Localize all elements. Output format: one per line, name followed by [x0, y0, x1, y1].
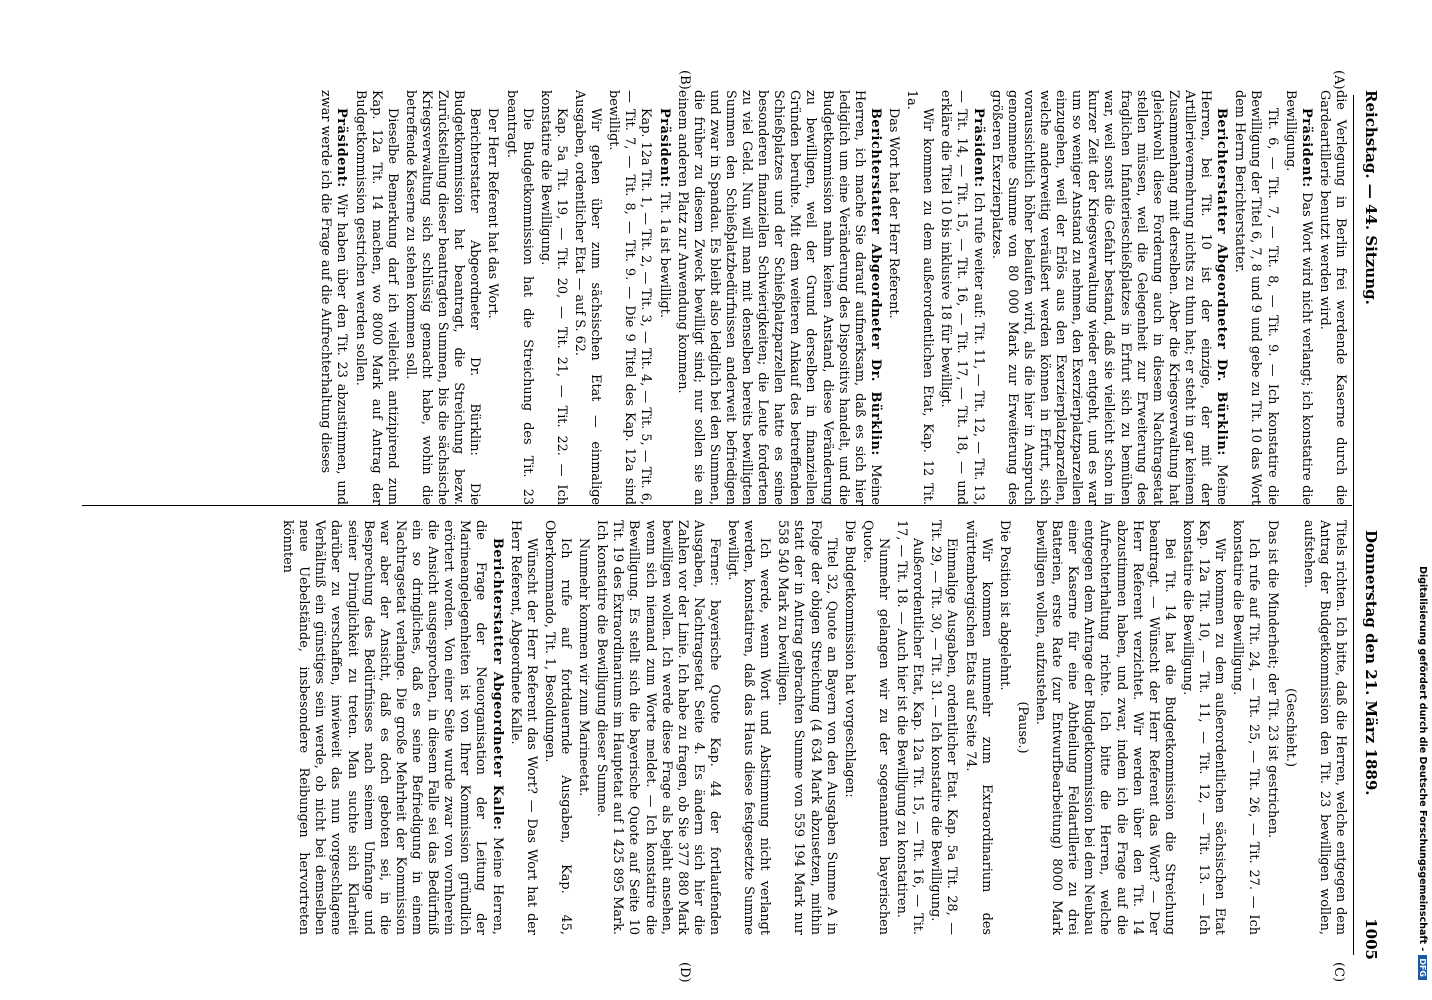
paragraph — [988, 90, 1230, 505]
paragraph — [674, 90, 883, 505]
paragraph-text: Das Wort wird nicht verlangt; ich konstatire die Bewilligung. — [1282, 90, 1314, 505]
speaker-name: Berichterstatter Abgeordneter Dr. Bürklin: — [867, 108, 883, 456]
paragraph — [841, 520, 857, 935]
paragraph-text: Dieselbe Bemerkung darf ich vielleicht antizipirend zum Kap. 12a Tit. 14 machen, wo 8000 Mark auf Antrag der Budgetkommission gestrichen werden sollen. — [352, 90, 400, 505]
paragraph — [605, 90, 653, 505]
paragraph — [1014, 520, 1030, 935]
speaker-name: Berichterstatter Abgeordneter Dr. Bürklin: — [1214, 108, 1230, 456]
paragraph — [961, 520, 993, 935]
paragraph-text: Das ist die Minderheit; der Tit. 23 ist gestrichen. — [1264, 520, 1280, 839]
paragraph — [502, 90, 534, 505]
paragraph-text: Wir haben über den Tit. 23 abzustimmen, und zwar werde ich die Frage auf die Aufrechterhaltung dieses — [318, 90, 350, 505]
header-rule — [1353, 95, 1354, 955]
paragraph-text: Die Budgetkommission hat die Streichung des Tit. 23 beantragt. — [503, 90, 535, 505]
paragraph — [351, 90, 399, 505]
digitization-note-text: Digitalisierung gefördert durch die Deutsche Forschungsgemeinschaft - — [1417, 566, 1428, 952]
paragraph-text: (Pause.) — [1014, 701, 1030, 754]
speaker-name: Berichterstatter Abgeordneter Kalle: — [489, 538, 505, 831]
paragraph-text: Die Budgetkommission hat vorgeschlagen: — [841, 520, 857, 798]
digitization-note — [1416, 20, 1428, 980]
paragraph-text: Der Herr Referent hat das Wort. — [485, 108, 501, 319]
paragraph-text: Wir gehen über zum sächsischen Etat — einmalige Ausgaben, ordentlicher Etat — auf S. 62. — [571, 90, 604, 505]
speaker-name: Präsident: — [656, 108, 672, 188]
paragraph — [1282, 520, 1298, 935]
speaker-name: Präsident: — [970, 108, 986, 188]
paragraph-text: Ich rufe auf Tit. 24, — Tit. 25, — Tit. 26, — Tit. 27. — Ich konstatire die Bewilligung. — [1230, 520, 1262, 935]
paragraph — [893, 520, 925, 935]
paragraph-text: Wir kommen zu dem außerordentlichen Etat, Kap. 12 Tit. 1a. — [904, 90, 936, 505]
page-header — [1358, 90, 1380, 960]
paragraph-text: Berichterstatter Abgeordneter Dr. Bürklin: Die Budgetkommission hat beantragt, die Streichung bezw. Zurückstellung dieser beantragten Summen, bis die sächsische Kriegsverwaltung sich schlüssig gemacht habe, wohin die betreffende Kaserne zu stehen kommen soll. — [402, 90, 483, 505]
paragraph — [1032, 520, 1177, 935]
paragraph-text: Meine Herren, die Frage der Neuorganisation der Leitung der Marineangelegenheiten ist von Ihrer Kommission gründlich erörtert worden. Von einer Seite wurde zwar von vornherein die Ansicht ausgesprochen, in diesem Falle sei das Bedürfniß ein so dringliches, daß es seine Befriedigung in einem Nachtragsetat verlange. Die große Mehrheit der Kommission war aber der Ansicht, daß es doch geboten sei, in die Besprechung des Bedürfnisses nach seinem Umfange und seiner Dringlichkeit zu treten. Man suchte sich Klarheit darüber zu verschaffen, inwieweit das nun vorgeschlagene Verhältniß ein günstiges sein werde, ob nicht bei demselben neue Uebelstände, insbesondere Reibungen hervortreten könnten — [280, 520, 505, 935]
paragraph-text: Titels richten. Ich bitte, daß die Herren, welche entgegen dem Antrag der Budgetkommission den Tit. 23 bewilligen wollen, aufstehen. — [1300, 520, 1348, 935]
margin-marker-d: (D) — [677, 962, 692, 983]
paragraph-text: Wir kommen zu dem außerordentlichen sächsischen Etat Kap. 12a Tit. 10, — Tit. 11, — Tit. 12, — Tit. 13. — Ich konstatire die Bewilligung. — [1180, 520, 1228, 935]
paragraph — [593, 520, 722, 935]
header-session: Reichstag. — 44. Sitzung. — [1362, 90, 1380, 305]
paragraph-text: Wünscht der Herr Referent das Wort? — Das Wort hat der Herr Referent, Abgeordnete Kalle. — [507, 520, 539, 935]
paragraph-text: Einmalige Ausgaben, ordentlicher Etat. Kap. 5a Tit. 28, — Tit. 29, — Tit. 30, — Tit. 31. — Ich konstatire die Bewilligung. — [928, 520, 960, 935]
paragraph — [1316, 90, 1348, 505]
paragraph — [1229, 520, 1261, 935]
paragraph — [537, 90, 569, 505]
paragraph — [1179, 520, 1227, 935]
paragraph-text: Außerordentlicher Etat, Kap. 12a Tit. 15, — Tit. 16, — Tit. 17, — Tit. 18. — Auch hier ist die Bewilligung zu konstatiren. — [894, 520, 926, 935]
paragraph-text: Ich rufe weiter auf: Tit. 11, — Tit. 12, — Tit. 13, — Tit. 14, — Tit. 15, — Tit. 16, — Tit. 17, — Tit. 18, — und erkläre die Titel 10 bis inklusive 18 für bewilligt. — [938, 90, 986, 505]
paragraph-text: Tit. 1a ist bewilligt. — [656, 191, 672, 318]
paragraph-text: Ich rufe auf fortdauernde Ausgaben, Kap. 45, Oberkommando, Tit. 1, Besoldungen. — [541, 520, 573, 935]
paragraph-text: Nunmehr kommen wir zum Marineetat. — [576, 538, 592, 797]
paragraph — [724, 520, 772, 935]
paragraph — [541, 520, 573, 935]
page-number: 1005 — [1362, 918, 1380, 960]
paragraph — [655, 90, 671, 505]
paragraph — [1263, 520, 1279, 935]
paragraph-text: Nunmehr gelangen wir zu der sogenannten bayerischen Quote. — [859, 520, 892, 935]
paragraph — [279, 520, 505, 935]
paragraph — [317, 90, 349, 505]
paragraph — [571, 90, 603, 505]
paragraph-text: Tit. 6, — Tit. 7, — Tit. 8, — Tit. 9. — Ich konstatire die Bewilligung der Titel 6, 7, 8 und 9 und gebe zu Tit. 10 das Wort dem Herrn Berichterstatter. — [1232, 90, 1280, 505]
paragraph-text: die Verlegung in Berlin frei werdende Kaserne durch die Gardeartillerie benutzt werden wird. — [1316, 90, 1348, 505]
margin-marker-a: (A) — [1331, 70, 1346, 90]
paragraph — [937, 90, 985, 505]
paragraph-text: Meine Herren, ich mache Sie darauf aufmerksam, daß es sich hier lediglich um eine Veränderung des Dispositivs handelt, und die Budgetkommission nahm keinen Anstand, diese Veränderung zu bewilligen, weil der Grund derselben in finanziellen Gründen beruhte. Mit dem weiteren Ankauf des betreffenden Schießplatzes und der Schießplatzparzellen hatte es seine besonderen finanziellen Schwierigkeiten; die Leute forderten zu viel Geld. Nun will man mit denselben bereits bewilligten Summen den Schießplatzbedürfnissen anderweit befriedigen und zwar in Spandau. Es bleibt also lediglich bei den Summen, die früher zu diesem Zweck bewilligt sind; nur sollen sie an einem anderen Platz zur Anwendung kommen. — [674, 90, 883, 505]
paragraph-text: (Geschieht.) — [1282, 688, 1298, 767]
header-date: Donnerstag den 21. März 1889. — [1362, 530, 1380, 796]
paragraph-text: Ferner: bayerische Quote Kap. 44 der fortlaufenden Ausgaben, Nachtragsetat Seite 4. Es ändern sich hier die Zahlen vor der Linie. Ich habe zu fragen, ob Sie 377 880 Mark bewilligen wollen. Ich werde diese Frage als bejaht ansehen, wenn sich niemand zum Worte meldet. — Ich konstatire die Bewilligung. Es stellt sich die bayerische Quote auf Seite 10 Tit. 19 des Extraordinariums im Hauptetat auf 1 425 895 Mark. Ich konstatire die Bewilligung dieser Summe. — [594, 520, 722, 935]
speaker-name: Präsident: — [1298, 108, 1314, 188]
paragraph — [1231, 90, 1279, 505]
paragraph — [885, 90, 901, 505]
paragraph — [1282, 90, 1314, 505]
paragraph — [575, 520, 591, 935]
paragraph-text: Meine Herren, bei Tit. 10 ist der einzige, der mit der Artillerievermehrung nichts zu thun hat; er steht in gar keinem Zusammenhang mit derselben. Aber die Kriegsverwaltung hat gleichwohl diese Forderung auch in diesem Nachtragsetat stellen müssen, weil die Gelegenheit zur Erweiterung des fraglichen Infanterieschießplatzes in Erfurt sich zu bemühen war, weil sonst die Gefahr bestand, daß sie vielleicht schon in kurzer Zeit der Kriegsverwaltung wieder entgeht, und es war um so weniger Anstand zu nehmen, den Exerzierplatzparzellen einzugehen, weil der Erlös aus den Exerzierplatzparzellen, welche anderweitig veräußert werden können in Erfurt, sich voraussichtlich höher belaufen wird, als die hier in Anspruch genommene Summe von 80 000 Mark zur Erweiterung des größeren Exerzierplatzes. — [988, 90, 1230, 505]
paragraph — [903, 90, 935, 505]
margin-marker-c: (C) — [1331, 962, 1346, 983]
right-column — [78, 520, 1348, 935]
paragraph — [507, 520, 539, 935]
paragraph-text: Kap. 5a Tit. 19, — Tit. 20, — Tit. 21, — Tit. 22. — Ich konstatire die Bewilligung. — [537, 90, 569, 505]
speaker-name: Präsident: — [334, 108, 350, 188]
paragraph-text: Kap. 12a Tit. 1, — Tit. 2, — Tit. 3, — Tit. 4, — Tit. 5, — Tit. 6, — Tit. 7, — Tit. 8, — Tit. 9. — Die 9 Titel des Kap. 12a sind bewilligt. — [606, 90, 654, 505]
margin-marker-b: (B) — [677, 70, 692, 90]
paragraph — [1300, 520, 1348, 935]
paragraph — [927, 520, 959, 935]
paragraph-text: Die Position ist abgelehnt. — [996, 520, 1012, 691]
dfg-logo: DFG — [1418, 955, 1427, 980]
column-divider — [82, 505, 1352, 506]
paragraph-text: Ich werde, wenn Wort und Abstimmung nicht verlangt werden, konstatiren, daß das Haus diese festgesetzte Summe bewilligt. — [725, 520, 773, 935]
paragraph — [484, 90, 500, 505]
paragraph-text: Das Wort hat der Herr Referent. — [886, 108, 902, 319]
paragraph — [402, 90, 483, 505]
paragraph — [859, 520, 891, 935]
left-column — [78, 90, 1348, 505]
paragraph — [996, 520, 1012, 935]
paragraph — [774, 520, 838, 935]
paragraph-text: Bei Tit. 14 hat die Budgetkommission die Streichung beantragt. — Wünscht der Herr Referent das Wort? — Der Herr Referent verzichtet. Wir werden über den Tit. 14 abzustimmen haben, und zwar, indem ich die Frage auf die Aufrechterhaltung richte. Ich bitte die Herren, welche entgegen dem Antrage der Budgetkommission bei dem Neubau einer Kaserne für eine Abtheilung Feldartillerie zu drei Batterien, erste Rate (zur Entwurfbearbeitung) 8000 Mark bewilligen wollen, aufzustehen. — [1033, 520, 1177, 935]
paragraph-text: Wir kommen nunmehr zum Extraordinarium des württembergischen Etats auf Seite 74. — [962, 520, 994, 935]
paragraph-text: Titel 32, Quote an Bayern von den Ausgaben Summe A in Folge der obigen Streichung (4 634 Mark abzusetzen, mithin statt der in Antrag gebrachten Summe von 559 194 Mark nur 558 540 Mark zu bewilligen. — [775, 520, 839, 935]
